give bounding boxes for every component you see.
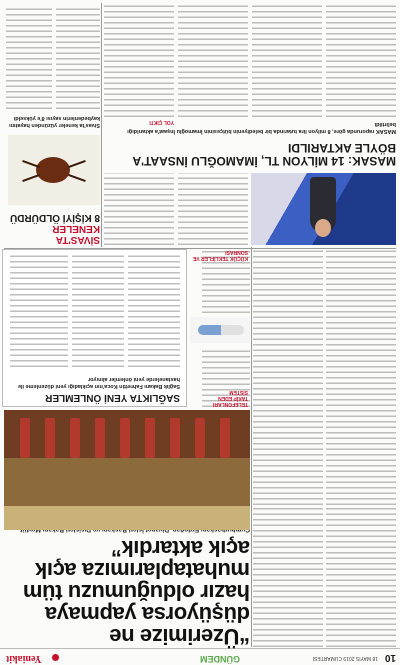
budget-photo (251, 173, 396, 245)
text-column (253, 250, 323, 505)
text-column (72, 255, 124, 367)
tick-headline (6, 212, 100, 245)
column-divider (101, 3, 102, 247)
side-headline: KÜÇÜK TEKLİFLER VE SONRASI (193, 249, 248, 261)
side-headline: YOL ÇIKTI (149, 119, 174, 125)
lead-photo (4, 410, 250, 530)
text-column (326, 250, 396, 505)
text-column (252, 5, 322, 117)
health-headline (10, 375, 180, 403)
text-column (104, 5, 174, 117)
lead-headline: “Üzerimize ne düşüyorsa yapmaya hazır olduğumuzu tüm muhataplarımıza açık açık aktardık” (23, 536, 250, 649)
column-divider (251, 247, 252, 647)
health-title: SAĞLIKTA YENİ ÖNLEMLER (45, 392, 180, 403)
text-column (178, 5, 248, 117)
text-column (6, 5, 52, 109)
text-column (128, 255, 180, 367)
page-number: 10 (384, 652, 396, 663)
pill-photo (190, 317, 250, 343)
section-label: GÜNDEM (200, 654, 240, 664)
text-column (326, 507, 396, 647)
text-column (253, 507, 323, 647)
side-headline: TELEFONLARI TAKİP EDEN SİSTEM (213, 389, 248, 407)
text-column (104, 173, 174, 245)
budget-headline: MASAK: 14 MİLYON TL, İMAMOĞLU İNSAAT'A BÖYLE AKTARILDI (132, 141, 396, 168)
tick-title: 8 KİŞİYİ ÖLDÜRDÜ (9, 212, 100, 223)
text-column (10, 255, 68, 367)
text-column (56, 5, 100, 109)
text-column (326, 5, 396, 117)
tick-kicker: SİVAS'TA KENELER (52, 223, 100, 245)
tick-photo (8, 135, 100, 205)
page-header (0, 648, 400, 665)
newspaper-logo: Yeniakit (6, 653, 42, 664)
logo-icon (52, 654, 59, 661)
lead-story (4, 517, 250, 647)
budget-deck: MASAK raporunda göre, 8 milyon lira tutarında bir belediyenin bütçesinin İmamoğlu İnşaat'a aktarıldığı belirtildi (127, 121, 396, 134)
text-column (178, 173, 248, 245)
tick-deck: Sivas'ta keneler yüzünden hayatını kaybedenlerin sayısı 8'e yükseldi (9, 115, 100, 128)
section-divider (4, 248, 396, 249)
issue-date: 18 MAYIS 2019 CUMARTESİ (312, 655, 378, 661)
health-deck: Sağlık Bakanı Fahrettin Koca'nın açıkladığı yeni düzenleme ile hastanelerde yeni önlemler alınıyor (17, 376, 180, 389)
